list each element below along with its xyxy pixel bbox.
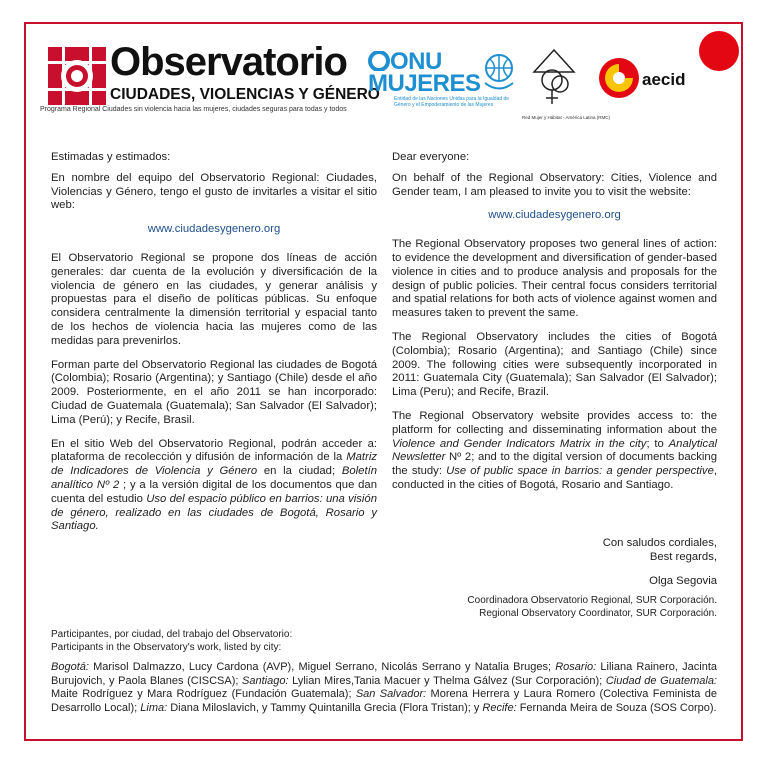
greeting-en: Dear everyone: [392,151,470,163]
paragraph-2-en: The Regional Observatory includes the cities of Bogotá (Colombia); Rosario (Argentina); and Santiago (Chile) since 2009. The following cities were subsequently incorporated in 2011: Guatemala City (Guatemala); San Salvador (El Salvador); Lima (Peru); and Recife, Brazil. [392,330,717,399]
participants-list: Bogotá: Marisol Dalmazzo, Lucy Cardona (AVP), Miguel Serrano, Nicolás Serrano y Natalia Bruges; Rosario: Liliana Rainero, Jacinta Burujovich, y Paola Blanes (CISCSA); Santiago: Lylian Mires,Tania Macuer y Thelma Gálvez (Sur Corporación); Ciudad de Guatemala: Maite Rodríguez y Mara Rodríguez (Fundación Guatemala); San Salvador: Morena Herrera y Laura Romero (Colectiva Feminista de Desarrollo Local); Lima: Diana Miloslavich, y Tammy Quintanilla Grecia (Flora Tristan); y Recife: Fernanda Meira de Souza (SOS Corpo). [51,661,717,714]
signatory-role [467,595,717,620]
intro-en: On behalf of the Regional Observatory: Cities, Violence and Gender team, I am pleased to invite you to visit the website: [392,171,717,198]
un-emblem-icon [482,50,516,94]
onu-caption: Entidad de las Naciones Unidas para la Igualdad de Género y el Empoderamiento de las Mujeres [394,96,510,108]
participants-heading-en: Participants in the Observatory's work, listed by city: [51,641,282,653]
mujeres-text: MUJERES [368,70,481,97]
paragraph-3-es: En el sitio Web del Observatorio Regional, podrán acceder a: plataforma de recolección y difusión de información de la Matriz de Indicadores de Violencia y Género en la ciudad; Boletín analítico Nº 2 ; y a la versión digital de los documentos que dan cuenta del estudio Uso del espacio público en barrios: una visión de género, realizado en las ciudades de Bogotá, Rosario y Santiago. [51,437,378,533]
english-column [392,151,717,503]
observatorio-tagline: Programa Regional Ciudades sin violencia hacia las mujeres, ciudades seguras para todas y todos [40,106,347,113]
paragraph-3-en: The Regional Observatory website provides access to: the platform for collecting and disseminating information about the Violence and Gender Indicators Matrix in the city; to Analytical Newsletter Nº 2; and to the digital version of documents backing the study: Use of public space in barrios: a gender perspective, conducted in the cities of Bogotá, Rosario and Santiago. [392,409,717,491]
observatorio-subtitle: CIUDADES, VIOLENCIAS Y GÉNERO [110,86,380,103]
website-link-en[interactable]: www.ciudadesygenero.org [488,209,621,222]
signoff-en: Best regards, [649,550,717,563]
greeting-es: Estimadas y estimados: [51,151,171,163]
onu-circle-icon [368,51,390,71]
role-es: Coordinadora Observatorio Regional, SUR Corporación. [467,595,717,606]
red-mujer-caption: Red Mujer y Hábitat - América Latina (RMC) [522,115,611,120]
aecid-logo-icon [597,56,641,100]
signatory-name: Olga Segovia [649,575,717,587]
signoff-es: Con saludos cordiales, [602,537,717,549]
participants-heading [51,629,292,654]
intro-es: En nombre del equipo del Observatorio Regional: Ciudades, Violencias y Género, tengo el gusto de invitarles a visitar el sitio web: [51,171,377,212]
paragraph-2-es: Forman parte del Observatorio Regional las ciudades de Bogotá (Colombia); Rosario (Argentina); y Santiago (Chile) desde el año 2009. Posteriormente, en el año 2011 se han incorporado: Ciudad de Guatemala (Guatemala); San Salvador (El Salvador); Lima (Perú); y Recife, Brasil. [51,358,377,426]
red-mujer-habitat-logo-icon [530,48,578,114]
participants-heading-es: Participantes, por ciudad, del trabajo del Observatorio: [51,629,293,640]
role-en: Regional Observatory Coordinator, SUR Corporación. [479,607,717,619]
observatorio-logo-icon [48,47,106,105]
onu-text: ONU [368,50,518,74]
observatorio-title: Observatorio [110,40,347,84]
paragraph-1-es: El Observatorio Regional se propone dos líneas de acción generales: dar cuenta de la evolución y diversificación de la violencia de género en las ciudades, y generar análisis y propuestas para el diseño de políticas públicas. Su enfoque considera centralmente la dimensión territorial y espacial tanto de los hechos de violencia hacia las mujeres como de las medidas para prevenirlos. [51,251,377,347]
red-circle-decoration [699,31,739,71]
aecid-text: aecid [642,70,686,89]
signoff [603,537,717,565]
spanish-column [51,151,377,544]
paragraph-1-en: The Regional Observatory proposes two general lines of action: to evidence the development and diversification of gender-based violence in cities and to produce analysis and proposals for the design of public policies. Their central focus considers territorial and spatial relations for both acts of violence against women and measures taken to prevent the same. [392,238,717,320]
website-link-es[interactable]: www.ciudadesygenero.org [147,223,281,236]
